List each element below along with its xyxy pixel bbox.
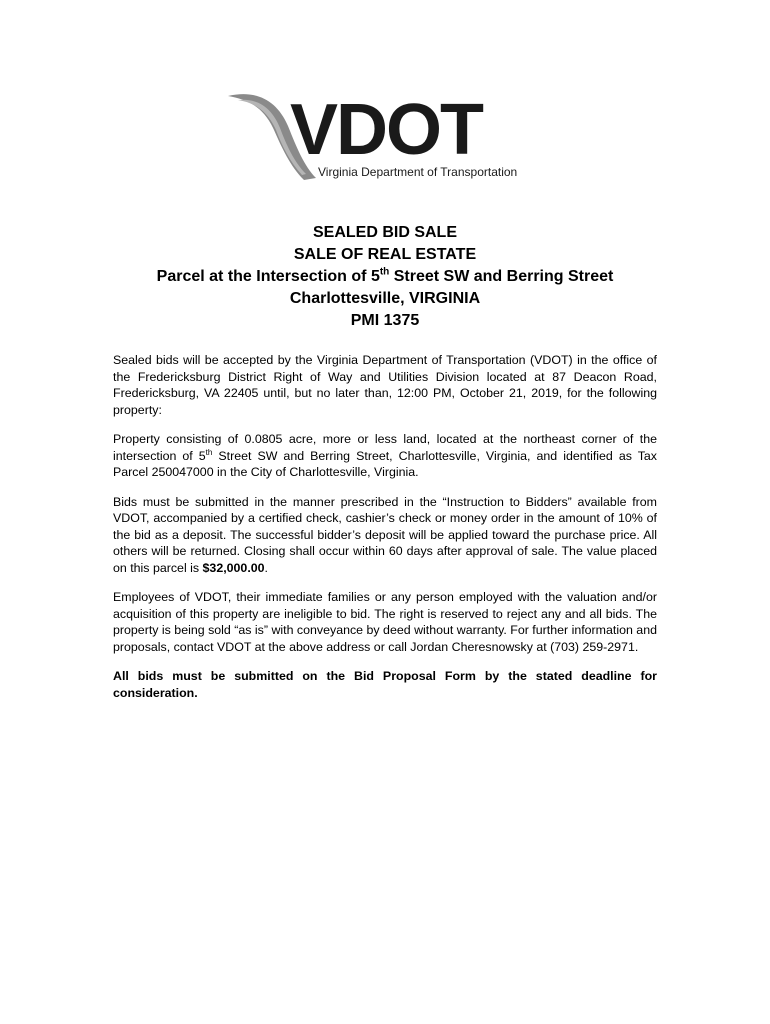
property-ordinal-suffix: th bbox=[205, 447, 213, 457]
title-line-3-start: Parcel at the Intersection of 5 bbox=[156, 268, 380, 285]
property-text-start: Property consisting of 0.0805 acre, more or less land, located at the northeast corner of the intersection of 5 bbox=[113, 432, 657, 463]
title-line-2: SALE OF REAL ESTATE bbox=[293, 246, 477, 263]
property-text-end: Street SW and Berring Street, Charlottesville, Virginia, and identified as Tax Parcel 250047000 in the City of Charlottesville, Virginia. bbox=[113, 448, 657, 479]
parcel-value: $32,000.00 bbox=[202, 560, 265, 575]
paragraph-deadline-notice: All bids must be submitted on the Bid Proposal Form by the stated deadline for consideration. bbox=[113, 669, 657, 700]
vdot-logo bbox=[224, 88, 546, 188]
paragraph-bid-submission bbox=[113, 494, 657, 577]
body-text bbox=[113, 352, 657, 714]
submission-text-end: . bbox=[264, 560, 268, 575]
paragraph-bid-acceptance: Sealed bids will be accepted by the Virginia Department of Transportation (VDOT) in the office of the Fredericksburg District Right of Way and Utilities Division located at 87 Deacon Road, Fredericksburg, VA 22405 until, but no later than, 12:00 PM, October 21, 2019, for the following property: bbox=[113, 353, 657, 417]
title-line-5: PMI 1375 bbox=[350, 312, 420, 329]
logo-tagline: Virginia Department of Transportation bbox=[318, 165, 518, 179]
title-ordinal-suffix: th bbox=[379, 266, 390, 278]
title-line-1: SEALED BID SALE bbox=[312, 224, 457, 241]
vdot-logo-graphic bbox=[224, 88, 546, 188]
title-line-4: Charlottesville, VIRGINIA bbox=[289, 290, 481, 307]
title-line-3 bbox=[60, 266, 710, 288]
paragraph-eligibility-contact: Employees of VDOT, their immediate families or any person employed with the valuation and/or acquisition of this property are ineligible to bid. The right is reserved to reject any and all bids. The property is being sold “as is” with conveyance by deed without warranty. For further information and proposals, contact VDOT at the above address or call Jordan Cheresnowsky at (703) 259-2971. bbox=[113, 590, 657, 654]
submission-text: Bids must be submitted in the manner prescribed in the “Instruction to Bidders” available from VDOT, accompanied by a certified check, cashier’s check or money order in the amount of 10% of the bid as a deposit. The successful bidder’s deposit will be applied toward the purchase price. All others will be returned. Closing shall occur within 60 days after approval of sale. The value placed on this parcel is bbox=[113, 494, 657, 575]
logo-wordmark: VDOT bbox=[290, 90, 483, 170]
title-line-3-end: Street SW and Berring Street bbox=[389, 268, 614, 285]
paragraph-property-description bbox=[113, 431, 657, 481]
title-block bbox=[60, 222, 710, 332]
